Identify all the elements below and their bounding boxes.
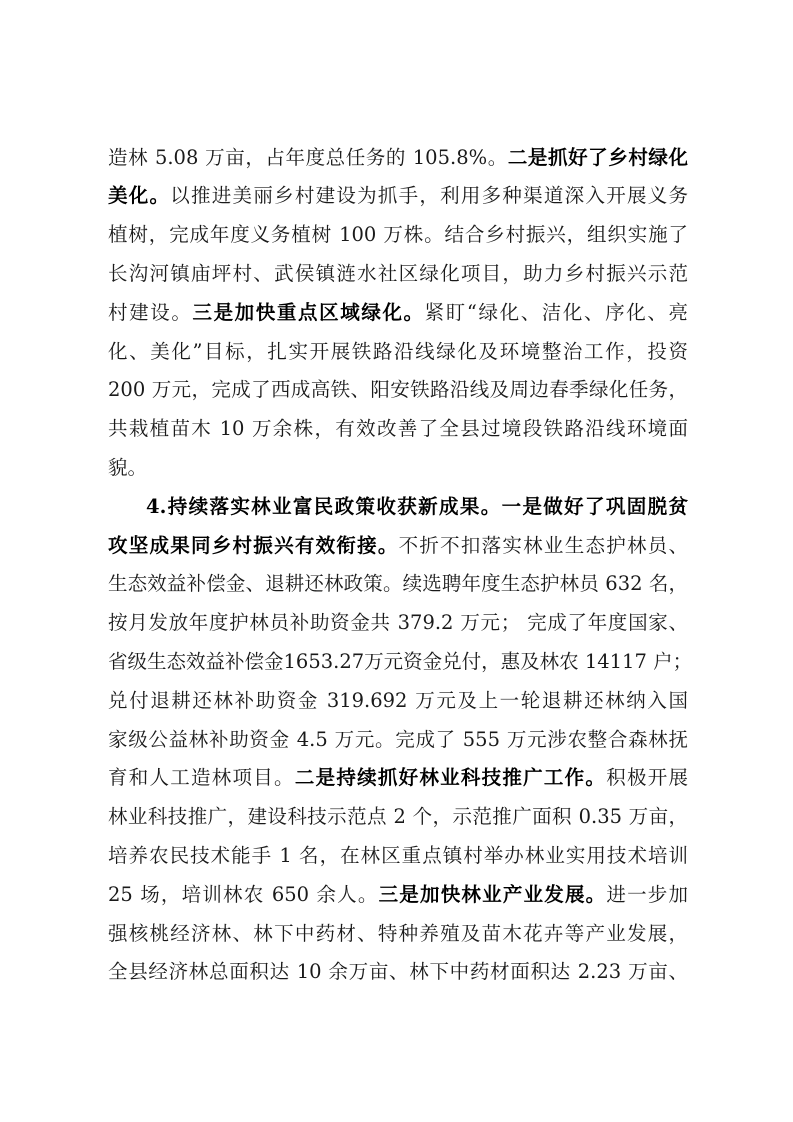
text-run: 村建设。 bbox=[108, 301, 193, 324]
text-run: 貌。 bbox=[108, 456, 148, 479]
bold-text-run: 二是持续抓好林业科技推广工作。 bbox=[294, 766, 607, 789]
paragraph-line bbox=[108, 293, 688, 333]
bold-text-run: 4.持续落实林业富民政策收获新成果。一是做好了巩固脱贫 bbox=[146, 495, 688, 518]
paragraph-line bbox=[108, 526, 688, 566]
paragraph-line bbox=[108, 875, 688, 915]
text-run: 25 场，培训林农 650 余人。 bbox=[108, 883, 379, 906]
text-run: 长沟河镇庙坪村、武侯镇涟水社区绿化项目，助力乡村振兴示范 bbox=[108, 262, 688, 285]
text-run: 植树，完成年度义务植树 100 万株。结合乡村振兴，组织实施了 bbox=[108, 223, 688, 246]
bold-text-run: 二是抓好了乡村绿化 bbox=[507, 146, 688, 169]
paragraph-line bbox=[108, 642, 693, 682]
text-run: 育和人工造林项目。 bbox=[108, 766, 295, 789]
text-run: 省级生态效益补偿金1653.27万元资金兑付，惠及林农 14117 户； bbox=[108, 650, 693, 673]
bold-text-run: 三是加快林业产业发展。 bbox=[378, 883, 607, 906]
text-run: 造林 5.08 万亩，占年度总任务的 105.8%。 bbox=[108, 146, 508, 169]
text-run: 以推进美丽乡村建设为抓手，利用多种渠道深入开展义务 bbox=[170, 184, 688, 207]
paragraph-line bbox=[108, 720, 688, 760]
text-run: 生态效益补偿金、退耕还林政策。续选聘年度生态护林员 632 名， bbox=[108, 572, 688, 595]
section-heading-line bbox=[146, 487, 688, 527]
paragraph-line bbox=[108, 758, 688, 798]
text-run: 200 万元，完成了西成高铁、阳安铁路沿线及周边春季绿化任务， bbox=[108, 378, 688, 401]
paragraph-line bbox=[108, 681, 688, 721]
text-run: 化、美化”目标，扎实开展铁路沿线绿化及环境整治工作，投资 bbox=[108, 340, 688, 363]
paragraph-line bbox=[108, 564, 688, 604]
text-run: 积极开展 bbox=[606, 766, 688, 789]
text-run: 培养农民技术能手 1 名，在林区重点镇村举办林业实用技术培训 bbox=[108, 844, 688, 867]
paragraph-line bbox=[108, 138, 688, 178]
text-run: 强核桃经济林、林下中药材、特种养殖及苗木花卉等产业发展， bbox=[108, 922, 688, 945]
text-run: 全县经济林总面积达 10 余万亩、林下中药材面积达 2.23 万亩、 bbox=[108, 960, 688, 983]
bold-text-run: 攻坚成果同乡村振兴有效衔接。 bbox=[108, 534, 399, 557]
paragraph-line bbox=[108, 797, 688, 837]
paragraph-line bbox=[108, 448, 688, 488]
text-run: 林业科技推广，建设科技示范点 2 个，示范推广面积 0.35 万亩， bbox=[108, 805, 688, 828]
text-run: 家级公益林补助资金 4.5 万元。完成了 555 万元涉农整合森林抚 bbox=[108, 728, 688, 751]
paragraph-line bbox=[108, 332, 688, 372]
text-run: 按月发放年度护林员补助资金共 379.2 万元； 完成了年度国家、 bbox=[108, 611, 688, 634]
paragraph-line bbox=[108, 254, 688, 294]
bold-text-run: 美化。 bbox=[108, 184, 171, 207]
text-run: 紧盯“绿化、洁化、序化、亮 bbox=[424, 301, 688, 324]
paragraph-line bbox=[108, 914, 688, 954]
text-run: 进一步加 bbox=[606, 883, 688, 906]
paragraph-line bbox=[108, 176, 688, 216]
paragraph-line bbox=[108, 836, 688, 876]
bold-text-run: 三是加快重点区域绿化。 bbox=[192, 301, 425, 324]
text-run: 不折不扣落实林业生态护林员、 bbox=[398, 534, 688, 557]
paragraph-line bbox=[108, 952, 688, 992]
paragraph-line bbox=[108, 409, 688, 449]
text-run: 兑付退耕还林补助资金 319.692 万元及上一轮退耕还林纳入国 bbox=[108, 689, 688, 712]
paragraph-line bbox=[108, 215, 688, 255]
paragraph-line bbox=[108, 603, 688, 643]
text-run: 共栽植苗木 10 万余株，有效改善了全县过境段铁路沿线环境面 bbox=[108, 417, 688, 440]
paragraph-line bbox=[108, 370, 688, 410]
